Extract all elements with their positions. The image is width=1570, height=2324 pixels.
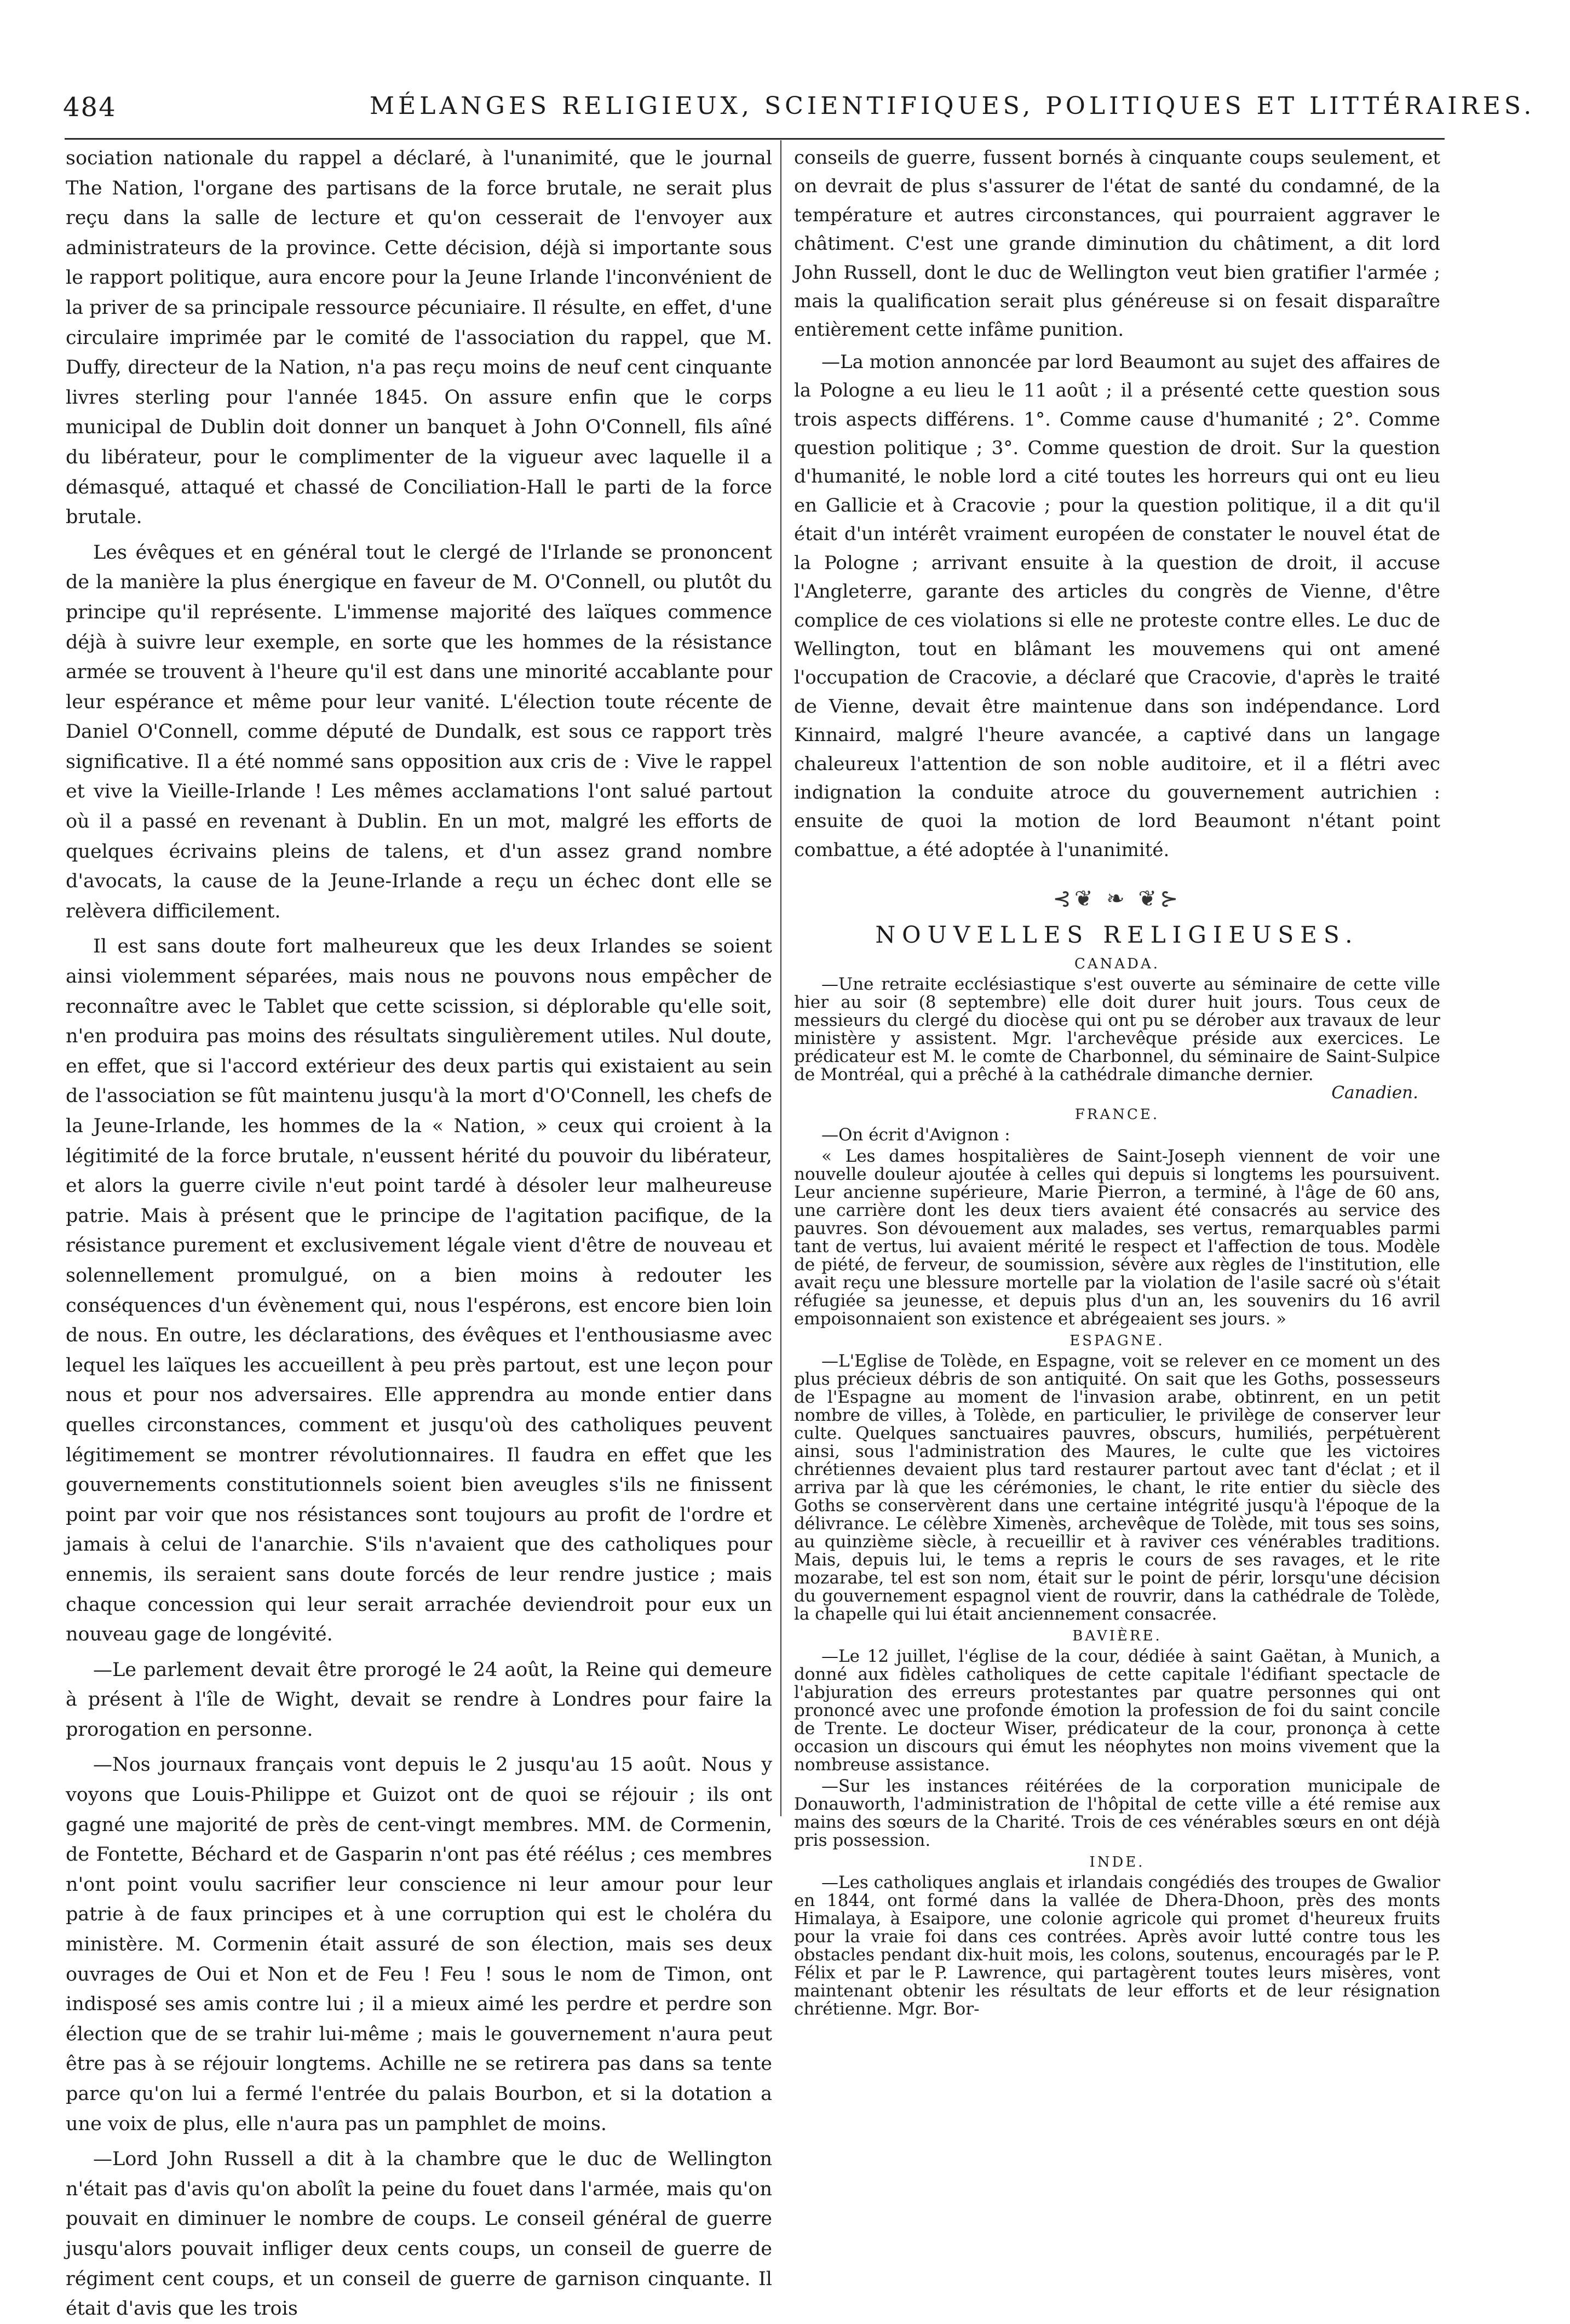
- left-column: [66, 144, 772, 2320]
- running-head: MÉLANGES RELIGIEUX, SCIENTIFIQUES, POLITIQUES ET LITTÉRAIRES.: [370, 92, 1536, 120]
- france-intro: —On écrit d'Avignon :: [821, 1125, 1010, 1145]
- france-subhead: FRANCE.: [1074, 1106, 1160, 1123]
- baviere-subhead: BAVIÈRE.: [1072, 1628, 1162, 1645]
- baviere-paragraph-1: —Le 12 juillet, l'église de la cour, dédiée à saint Gaëtan, à Munich, a donné aux fidèles catholiques de cette capitale l'édifiant spectacle de l'abjuration des erreurs protestantes par quatre personnes qui ont prononcé avec une profonde émotion la profession de foi du saint concile de Trente. Le docteur Wiser, prédicateur de la cour, prononça à cette occasion un discours qui émut les néophytes non moins vivement que la nombreuse assistance.: [794, 1646, 1440, 1775]
- espagne-subhead: ESPAGNE.: [1069, 1333, 1165, 1350]
- left-paragraph-3: Il est sans doute fort malheureux que les deux Irlandes se soient ainsi violemment séparées, mais nous ne pouvons nous empêcher de reconnaître avec le Tablet que cette scission, si déplorable qu'elle soit, n'en produira pas moins des résultats singulièrement utiles. Nul doute, en effet, que si l'accord extérieur des deux partis qui existaient au sein de l'association se fût maintenu jusqu'à la mort d'O'Connell, les chefs de la Jeune-Irlande, les hommes de la « Nation, » ceux qui croient à la légitimité de la force brutale, n'eussent hérité du pouvoir du libérateur, et alors la guerre civile n'eut point tardé à désoler leur malheureuse patrie. Mais à présent que le principe de l'agitation pacifique, de la résistance purement et exclusivement légale vient d'être de nouveau et solennellement promulgué, on a bien moins à redouter les conséquences d'un évènement qui, nous l'espérons, est encore bien loin de nous. En outre, les déclarations, des évêques et l'enthousiasme avec lequel les laïques les accueillent à peu près partout, est une leçon pour nous et pour nos adversaires. Elle apprendra au monde entier dans quelles circonstances, comment et jusqu'où des catholiques peuvent légitimement se montrer révolutionnaires. Il faudra en effet que les gouvernements constitutionnels soient bien aveugles s'ils ne finissent point par voir que nos résistances sont toujours au profit de l'ordre et jamais à celui de l'anarchie. S'ils n'avaient que des catholiques pour ennemis, ils seraient sans doute forcés de leur rendre justice ; mais chaque concession qui leur serait arrachée deviendroit pour eux un nouveau gage de longévité.: [66, 936, 772, 1646]
- baviere-paragraph-2: —Sur les instances réitérées de la corporation municipale de Donauworth, l'administration de l'hôpital de cette ville a été remise aux mains des sœurs de la Charité. Trois de ces vénérables sœurs en ont déjà pris possession.: [794, 1776, 1440, 1851]
- canada-subhead: CANADA.: [1074, 956, 1160, 973]
- left-paragraph-5: —Nos journaux français vont depuis le 2 jusqu'au 15 août. Nous y voyons que Louis-Philippe et Guizot ont de quoi se réjouir ; ils ont gagné une majorité de près de cent-vingt membres. MM. de Cormenin, de Fontette, Béchard et de Gasparin n'ont pas été réélus ; ces membres n'ont point voulu sacrifier leur conscience ni leur amour pour leur patrie à de faux principes et à une corruption qui est le choléra du ministère. M. Cormenin était assuré de son élection, mais ses deux ouvrages de Oui et Non et de Feu ! Feu ! sous le nom de Timon, ont indisposé ses amis contre lui ; il a mieux aimé les perdre et perdre son élection que de se trahir lui-même ; mais le gouvernement n'aura peut être pas à se réjouir longtems. Achille ne se retirera pas dans sa tente parce qu'on lui a fermé l'entrée du palais Bourbon, et si la dotation a une voix de plus, elle n'aura pas un pamphlet de moins.: [66, 1754, 772, 2135]
- poland-motion-paragraph: —La motion annoncée par lord Beaumont au sujet des affaires de la Pologne a eu lieu le 11 août ; il a présenté cette question sous trois aspects différens. 1°. Comme cause d'humanité ; 2°. Comme question politique ; 3°. Comme question de droit. Sur la question d'humanité, le noble lord a cité toutes les horreurs qui ont eu lieu en Gallicie et à Cracovie ; pour la question politique, il a dit qu'il était d'un intérêt vraiment européen de constater le nouvel état de la Pologne ; arrivant ensuite à la question de droit, il accuse l'Angleterre, garante des articles du congrès de Vienne, d'être complice de ces violations si elle ne proteste contre elles. Le duc de Wellington, tout en blâmant les mouvemens qui ont amené l'occupation de Cracovie, a déclaré que Cracovie, d'après le traité de Vienne, devait être maintenue dans son indépendance. Lord Kinnaird, malgré l'heure avancée, a captivé dans un langage chaleureux l'attention de son noble auditoire, et il a flétri avec indignation la conduite atroce du gouvernement autrichien : ensuite de quoi la motion de lord Beaumont n'étant point combattue, a été adoptée à l'unanimité.: [794, 351, 1440, 861]
- left-paragraph-2: Les évêques et en général tout le clergé de l'Irlande se prononcent de la manière la plus énergique en faveur de M. O'Connell, ou plutôt du principe qu'il représente. L'immense majorité des laïques commence déjà à suivre leur exemple, en sorte que les hommes de la résistance armée se trouvent à l'heure qu'il est dans une minorité accablante pour leur espérance et même pour leur vanité. L'élection toute récente de Daniel O'Connell, comme député de Dundalk, est sous ce rapport très significative. Il a été nommé sans opposition aux cris de : Vive le rappel et vive la Vieille-Irlande ! Les mêmes acclamations l'ont salué partout où il a passé en revenant à Dublin. En un mot, malgré les efforts de quelques écrivains pleins de talens, et d'un assez grand nombre d'avocats, la cause de la Jeune-Irlande a reçu un échec dont elle se relèvera difficilement.: [66, 541, 772, 922]
- france-paragraph: « Les dames hospitalières de Saint-Joseph viennent de voir une nouvelle douleur ajoutée à celles qui depuis si longtems les poursuivent. Leur ancienne supérieure, Marie Pierron, a terminé, à l'âge de 60 ans, une carrière dont les deux tiers avaient été consacrés au service des pauvres. Son dévouement aux malades, ses vertus, remarquables parmi tant de vertus, lui avaient mérité le respect et l'affection de tous. Modèle de piété, de ferveur, de soumission, sévère aux règles de l'institution, elle avait reçu une blessure mortelle par la violation de l'asile sacré où s'était réfugiée sa jeunesse, et depuis plus d'un an, les souvenirs du 16 avril empoisonnaient son existence et abrégeaient ses jours. »: [794, 1146, 1440, 1329]
- inde-paragraph: —Les catholiques anglais et irlandais congédiés des troupes de Gwalior en 1844, ont formé dans la vallée de Dhera-Dhoon, près des monts Himalaya, à Esaipore, une colonie agricole qui promet d'heureux fruits pour la vraie foi dans ces contrées. Après avoir lutté contre tous les obstacles pendant dix-huit mois, les colons, soutenus, encouragés par le P. Félix et par le P. Lawrence, qui partagèrent toutes leurs misères, vont maintenant obtenir les résultats de leur efforts et de leur résignation chrétienne. Mgr. Bor-: [794, 1873, 1440, 2019]
- canada-paragraph: —Une retraite ecclésiastique s'est ouverte au séminaire de cette ville hier au soir (8 septembre) elle doit durer huit jours. Tous ceux de messieurs du clergé du diocèse qui ont pu se dérober aux travaux de leur ministère y assistent. Mgr. l'archevêque préside aux exercices. Le prédicateur est M. le comte de Charbonnel, du séminaire de Saint-Sulpice de Montréal, qui a prêché à la cathédrale dimanche dernier.: [794, 974, 1440, 1085]
- right-column: [794, 144, 1440, 2019]
- column-divider: [780, 140, 781, 1816]
- left-paragraph-1: sociation nationale du rappel a déclaré, à l'unanimité, que le journal The Nation, l'organe des partisans de la force brutale, ne serait plus reçu dans la salle de lecture et qu'on cesserait de l'envoyer aux administrateurs de la province. Cette décision, déjà si importante sous le rapport politique, aura encore pour la Jeune Irlande l'inconvénient de la priver de sa principale ressource pécuniaire. Il résulte, en effet, d'une circulaire imprimée par le comité de l'association du rappel, que M. Duffy, directeur de la Nation, n'a pas reçu moins de neuf cent cinquante livres sterling pour l'année 1845. On assure enfin que le corps municipal de Dublin doit donner un banquet à John O'Connell, fils aîné du libérateur, pour le complimenter de la vigueur avec laquelle il a démasqué, attaqué et chassé de Conciliation-Hall le parti de la force brutale.: [66, 147, 772, 529]
- left-paragraph-6: —Lord John Russell a dit à la chambre que le duc de Wellington n'était pas d'avis qu'on abolît la peine du fouet dans l'armée, mais qu'on pouvait en diminuer le nombre de coups. Le conseil général de guerre jusqu'alors pouvait infliger deux cents coups, un conseil de guerre de régiment cent coups, et un conseil de guerre de garnison cinquante. Il était d'avis que les trois: [66, 2148, 772, 2320]
- header-rule: [65, 138, 1445, 140]
- page-header: [63, 88, 1536, 131]
- canada-source: Canadien.: [1331, 1083, 1418, 1103]
- section-ornament: ⊰❦ ❧ ❦⊱: [1053, 886, 1182, 912]
- espagne-paragraph: —L'Eglise de Tolède, en Espagne, voit se relever en ce moment un des plus précieux débris de son antiquité. On sait que les Goths, possesseurs de l'Espagne au moment de l'invasion arabe, obtinrent, en un petit nombre de villes, à Tolède, en particulier, le privilège de conserver leur culte. Quelques sanctuaires pauvres, obscurs, humiliés, perpétuèrent ainsi, sous l'administration des Maures, le culte que les victoires chrétiennes devaient plus tard restaurer partout avec tant d'éclat ; et il arriva par là que les cérémonies, le chant, le rite entier du siècle des Goths se conservèrent dans une certaine intégrité jusqu'à l'époque de la délivrance. Le célèbre Ximenès, archevêque de Tolède, mit tous ses soins, au quinzième siècle, à recueillir et à raviver ces vénérables traditions. Mais, depuis lui, le tems a repris le cours de ses ravages, et le rite mozarabe, tel est son nom, était sur le point de périr, lorsqu'une décision du gouvernement espagnol vient de rouvrir, dans la cathédrale de Tolède, la chapelle qui lui était anciennement consacrée.: [794, 1351, 1440, 1625]
- page-number: 484: [63, 92, 117, 123]
- inde-subhead: INDE.: [1089, 1854, 1145, 1871]
- right-continuation-paragraph: conseils de guerre, fussent bornés à cinquante coups seulement, et on devrait de plus s'assurer de l'état de santé du condamné, de la température et autres circonstances, qui pourraient aggraver le châtiment. C'est une grande diminution du châtiment, a dit lord John Russell, dont le duc de Wellington veut bien gratifier l'armée ; mais la qualification serait plus généreuse si on fesait disparaître entièrement cette infâme punition.: [794, 147, 1440, 341]
- section-title: NOUVELLES RELIGIEUSES.: [875, 921, 1359, 949]
- left-paragraph-4: —Le parlement devait être prorogé le 24 août, la Reine qui demeure à présent à l'île de Wight, devait se rendre à Londres pour faire la prorogation en personne.: [66, 1659, 772, 1741]
